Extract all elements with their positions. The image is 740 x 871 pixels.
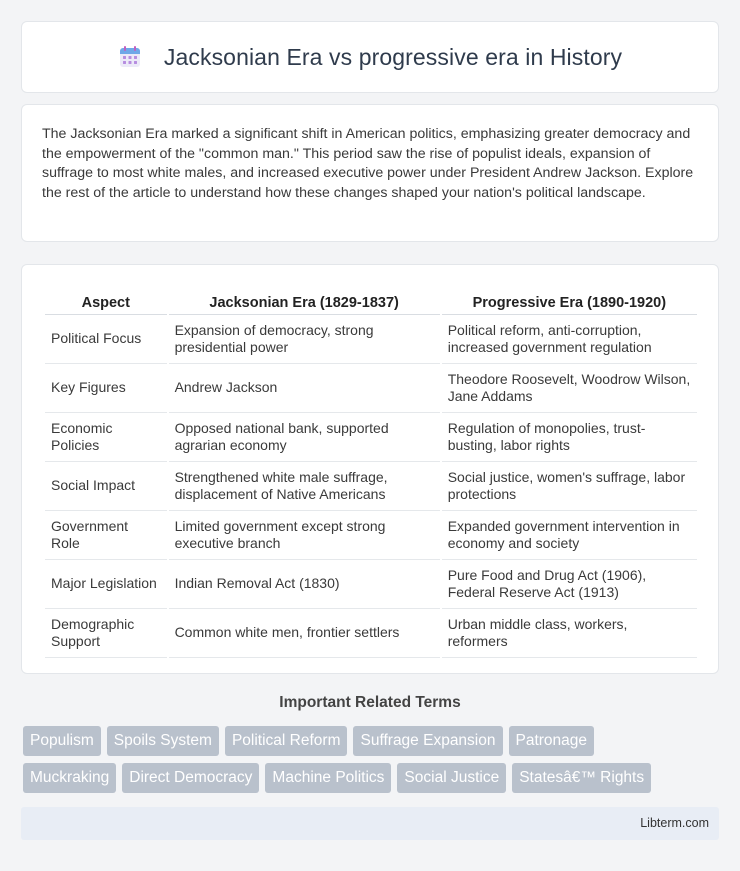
column-header: Aspect — [45, 285, 167, 315]
intro-card — [21, 104, 719, 242]
tag-row — [23, 726, 723, 756]
table-cell-progressive: Urban middle class, workers, reformers — [442, 609, 697, 658]
table-cell-jacksonian: Limited government except strong executive branch — [169, 511, 440, 560]
table-row — [45, 560, 697, 609]
comparison-card — [21, 264, 719, 674]
table-cell-aspect: Social Impact — [45, 462, 167, 511]
tag-social-justice[interactable]: Social Justice — [397, 763, 506, 793]
table-cell-jacksonian: Indian Removal Act (1830) — [169, 560, 440, 609]
table-cell-jacksonian: Common white men, frontier settlers — [169, 609, 440, 658]
tag-populism[interactable]: Populism — [23, 726, 101, 756]
table-row — [45, 462, 697, 511]
table-cell-aspect: Political Focus — [45, 315, 167, 364]
tag-direct-democracy[interactable]: Direct Democracy — [122, 763, 259, 793]
table-cell-progressive: Regulation of monopolies, trust-busting, labor rights — [442, 413, 697, 462]
table-cell-jacksonian: Strengthened white male suffrage, displacement of Native Americans — [169, 462, 440, 511]
table-cell-jacksonian: Andrew Jackson — [169, 364, 440, 413]
table-row — [45, 413, 697, 462]
table-row — [45, 609, 697, 658]
header — [118, 44, 622, 71]
table-row — [45, 364, 697, 413]
table-cell-jacksonian: Opposed national bank, supported agrarian economy — [169, 413, 440, 462]
comparison-table — [43, 285, 699, 658]
header-card — [21, 21, 719, 93]
tag-political-reform[interactable]: Political Reform — [225, 726, 348, 756]
column-header: Jacksonian Era (1829-1837) — [169, 285, 440, 315]
table-cell-progressive: Political reform, anti-corruption, increased government regulation — [442, 315, 697, 364]
calendar-icon — [118, 45, 142, 69]
table-cell-aspect: Economic Policies — [45, 413, 167, 462]
tag-suffrage-expansion[interactable]: Suffrage Expansion — [353, 726, 502, 756]
table-cell-aspect: Government Role — [45, 511, 167, 560]
tag-spoils-system[interactable]: Spoils System — [107, 726, 219, 756]
table-cell-progressive: Pure Food and Drug Act (1906), Federal Reserve Act (1913) — [442, 560, 697, 609]
table-row — [45, 315, 697, 364]
tag-states-rights[interactable]: Statesâ€™ Rights — [512, 763, 651, 793]
related-terms-title: Important Related Terms — [279, 694, 461, 711]
column-header: Progressive Era (1890-1920) — [442, 285, 697, 315]
related-terms — [23, 726, 723, 800]
tag-row — [23, 763, 723, 793]
table-cell-aspect: Major Legislation — [45, 560, 167, 609]
tag-machine-politics[interactable]: Machine Politics — [265, 763, 391, 793]
table-cell-aspect: Key Figures — [45, 364, 167, 413]
table-cell-jacksonian: Expansion of democracy, strong presidential power — [169, 315, 440, 364]
intro-text: The Jacksonian Era marked a significant shift in American politics, emphasizing greater democracy and the empowerment of the "common man." This period saw the rise of populist ideals, expansion of suffrage to most white males, and increased executive power under President Andrew Jackson. Explore the rest of the article to understand how these changes shaped your nation's political landscape. — [42, 126, 694, 201]
table-cell-progressive: Social justice, women's suffrage, labor protections — [442, 462, 697, 511]
table-cell-progressive: Theodore Roosevelt, Woodrow Wilson, Jane Addams — [442, 364, 697, 413]
table-header-row — [45, 285, 697, 315]
footer-link[interactable]: Libterm.com — [640, 816, 709, 830]
footer — [21, 807, 719, 840]
tag-muckraking[interactable]: Muckraking — [23, 763, 116, 793]
page-title: Jacksonian Era vs progressive era in History — [163, 43, 623, 70]
tag-patronage[interactable]: Patronage — [509, 726, 595, 756]
table-cell-aspect: Demographic Support — [45, 609, 167, 658]
table-row — [45, 511, 697, 560]
table-cell-progressive: Expanded government intervention in economy and society — [442, 511, 697, 560]
